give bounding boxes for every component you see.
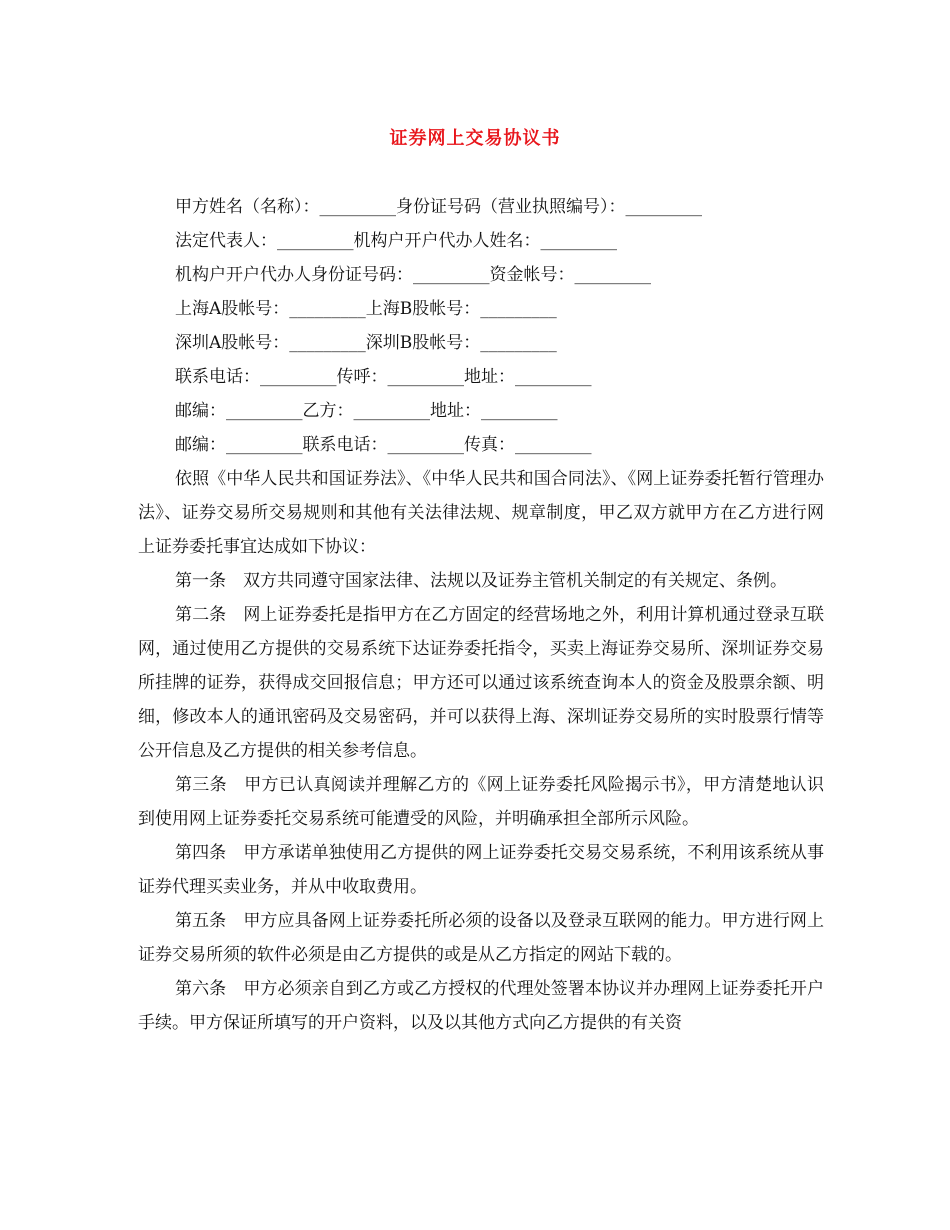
header-line-contact: 联系电话：_________传呼：_________地址：_________ — [175, 367, 592, 387]
document-body — [138, 190, 824, 1040]
header-line-legal-rep: 法定代表人：_________机构户开户代办人姓名：_________ — [175, 231, 617, 251]
paragraph-preamble: 依照《中华人民共和国证券法》、《中华人民共和国合同法》、《网上证券委托暂行管理办法》、证券交易所交易规则和其他有关法律法规、规章制度，甲乙双方就甲方在乙方进行网上证券委托事宜达成如下协议： — [138, 469, 824, 557]
header-line-party-a: 甲方姓名（名称）：_________身份证号码（营业执照编号）：_________ — [175, 197, 702, 217]
paragraph-article-1: 第一条 双方共同遵守国家法律、法规以及证券主管机关制定的有关规定、条例。 — [175, 571, 787, 591]
paragraph-article-5: 第五条 甲方应具备网上证券委托所必须的设备以及登录互联网的能力。甲方进行网上证券交易所须的软件必须是由乙方提供的或是从乙方指定的网站下载的。 — [138, 911, 824, 965]
header-line-party-b-contact: 邮编：_________联系电话：_________传真：_________ — [175, 435, 592, 455]
header-line-shenzhen-accounts: 深圳A股帐号：_________深圳B股帐号：_________ — [175, 333, 557, 353]
paragraph-article-6: 第六条 甲方必须亲自到乙方或乙方授权的代理处签署本协议并办理网上证券委托开户手续。甲方保证所填写的开户资料，以及以其他方式向乙方提供的有关资 — [138, 979, 824, 1033]
document-title: 证券网上交易协议书 — [389, 128, 561, 149]
header-line-shanghai-accounts: 上海A股帐号：_________上海B股帐号：_________ — [175, 299, 557, 319]
header-line-agent-id: 机构户开户代办人身份证号码：_________资金帐号：_________ — [175, 265, 651, 285]
paragraph-article-2: 第二条 网上证券委托是指甲方在乙方固定的经营场地之外，利用计算机通过登录互联网，通过使用乙方提供的交易系统下达证券委托指令，买卖上海证券交易所、深圳证券交易所挂牌的证券，获得成交回报信息；甲方还可以通过该系统查询本人的资金及股票余额、明细，修改本人的通讯密码及交易密码，并可以获得上海、深圳证券交易所的实时股票行情等公开信息及乙方提供的相关参考信息。 — [138, 605, 824, 761]
header-line-party-b: 邮编：_________乙方：_________地址：_________ — [175, 401, 558, 421]
paragraph-article-4: 第四条 甲方承诺单独使用乙方提供的网上证券委托交易交易系统，不利用该系统从事证券代理买卖业务，并从中收取费用。 — [138, 843, 824, 897]
paragraph-article-3: 第三条 甲方已认真阅读并理解乙方的《网上证券委托风险揭示书》，甲方清楚地认识到使用网上证券委托交易系统可能遭受的风险，并明确承担全部所示风险。 — [138, 775, 824, 829]
